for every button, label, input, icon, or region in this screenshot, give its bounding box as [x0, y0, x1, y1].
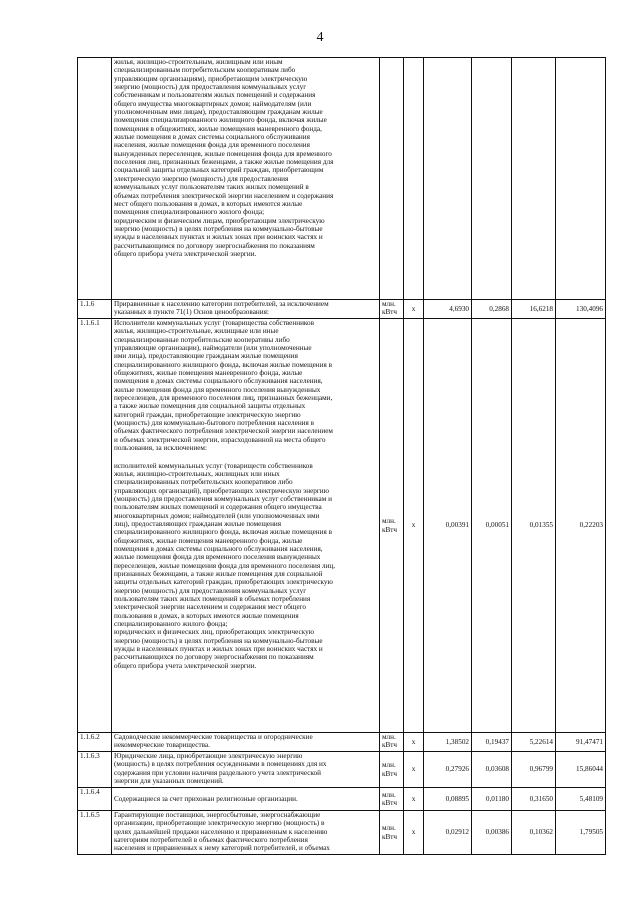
row-unit: млн. кВтч	[380, 733, 404, 752]
row-value-3: 0,10362	[512, 811, 556, 855]
row-code: 1.1.6	[78, 300, 112, 319]
row-value-4: 5,48109	[556, 788, 606, 811]
row-x: x	[404, 811, 424, 855]
table-row	[78, 811, 606, 855]
row-code: 1.1.6.4	[78, 788, 112, 811]
row-unit: млн. кВтч	[380, 752, 404, 788]
row-value-1: 4,6930	[424, 300, 472, 319]
row-value-4: 15,86044	[556, 752, 606, 788]
row-description: Садоводческие некоммерческие товарищества и огороднические некоммерческие товарищества.	[112, 733, 380, 752]
row-code	[78, 58, 112, 300]
row-value-1: 0,27926	[424, 752, 472, 788]
row-value-1: 1,38502	[424, 733, 472, 752]
row-code: 1.1.6.2	[78, 733, 112, 752]
row-unit: млн. кВтч	[380, 811, 404, 855]
row-description: Содержащиеся за счет прихожан религиозные организации.	[112, 788, 380, 811]
row-value-3: 0,01355	[512, 319, 556, 733]
table-row	[78, 300, 606, 319]
row-x: x	[404, 300, 424, 319]
row-value-4	[556, 58, 606, 300]
row-value-1: 0,00391	[424, 319, 472, 733]
row-value-3: 5,22614	[512, 733, 556, 752]
row-description: Исполнители коммунальных услуг (товарищества собственников жилья, жилищно-строительные, жилищные или иные специализированные потребительские кооперативы либо управляющие организации), наймодатели (или уполномоченные ими лица), предоставляющие гражданам жилые помещения специализированного жилищного фонда, включая жилые помещения в общежитиях, жилые помещения маневренного фонда, жилые помещения в домах системы социального обслуживания населения, жилые помещения фонда для временного поселения вынужденных переселенцев, для временного поселения лиц, признанных беженцами, а также жилые помещения для социальной защиты отдельных категорий граждан, приобретающие электрическую энергию (мощность) для коммунально-бытового потребления населения в объемах фактического потребления электрической энергии населением и объемах электрической энергии, израсходованной на места общего пользования, за исключением: исполнителей коммунальных услуг (товариществ собственников жилья, жилищно-строительных, жилищных или иных специализированных потребительских кооперативов либо управляющих организаций), приобретающих электрическую энергию (мощность) для предоставления коммунальных услуг собственникам и пользователям жилых помещений и содержания общего имущества многоквартирных домов; наймодателей (или уполномоченных ими лиц), предоставляющих гражданам жилые помещения специализированного жилищного фонда, включая жилые помещения в общежитиях, жилые помещения маневренного фонда, жилые помещения в домах системы социального обслуживания населения, жилые помещения фонда для временного поселения вынужденных переселенцев, жилые помещения фонда для временного поселения лиц, признанных беженцами, а также жилые помещения для социальной защиты отдельных категорий граждан, приобретающих электрическую энергию (мощность) для предоставления коммунальных услуг пользователям таких жилых помещений в объемах потребления электрической энергии населением и содержания мест общего пользования в домах, в которых имеются жилые помещения специализированного жилого фонда; юридических и физических лиц, приобретающих электрическую энергию (мощность) в целях потребления на коммунально-бытовые нужды в населенных пунктах и жилых зонах при воинских частях и рассчитывающихся по договору энергоснабжения по показаниям общего прибора учета электрической энергии.	[112, 319, 380, 733]
row-x	[404, 58, 424, 300]
row-value-1	[424, 58, 472, 300]
row-value-3	[512, 58, 556, 300]
row-value-3: 16,6218	[512, 300, 556, 319]
row-description: Приравненные к населению категории потребителей, за исключением указанных в пункте 71(1) Основ ценообразования:	[112, 300, 380, 319]
row-unit: млн. кВтч	[380, 319, 404, 733]
row-x: x	[404, 319, 424, 733]
row-value-2: 0,00051	[472, 319, 512, 733]
row-x: x	[404, 752, 424, 788]
row-unit: млн. кВтч	[380, 300, 404, 319]
row-value-2: 0,2868	[472, 300, 512, 319]
table-row	[78, 788, 606, 811]
row-value-4: 0,22203	[556, 319, 606, 733]
row-value-2: 0,19437	[472, 733, 512, 752]
tariff-table	[77, 57, 606, 855]
page-number: 4	[316, 30, 324, 45]
row-description: Гарантирующие поставщики, энергосбытовые, энергоснабжающие организации, приобретающие электрическую энергию (мощность) в целях дальнейшей продажи населению и приравненным к населению категориям потребителей в объемах фактического потребления населения и приравненных к нему категорий потребителей, и объемах	[112, 811, 380, 855]
row-value-4: 91,47471	[556, 733, 606, 752]
row-unit	[380, 58, 404, 300]
row-value-1: 0,02912	[424, 811, 472, 855]
table-row	[78, 733, 606, 752]
row-value-3: 0,96799	[512, 752, 556, 788]
row-value-2: 0,00386	[472, 811, 512, 855]
row-unit: млн. кВтч	[380, 788, 404, 811]
row-value-4: 1,79505	[556, 811, 606, 855]
row-code: 1.1.6.3	[78, 752, 112, 788]
row-description: Юридические лица, приобретающие электрическую энергию (мощность) в целях потребления осужденными в помещениях для их содержания при условии наличия раздельного учета электрической энергии для указанных помещений.	[112, 752, 380, 788]
row-code: 1.1.6.5	[78, 811, 112, 855]
row-value-3: 0,31650	[512, 788, 556, 811]
row-value-2	[472, 58, 512, 300]
row-x: x	[404, 733, 424, 752]
table-row	[78, 752, 606, 788]
row-code: 1.1.6.1	[78, 319, 112, 733]
row-value-2: 0,01180	[472, 788, 512, 811]
row-description: жилья, жилищно-строительным, жилищным или иным специализированным потребительским кооперативам либо управляющим организациям), приобретающим электрическую энергию (мощность) для предоставления коммунальных услуг собственникам и пользователям жилых помещений и содержания общего имущества многоквартирных домов; наймодателям (или уполномоченным ими лицам), предоставляющим гражданам жилые помещения специализированного жилищного фонда, включая жилые помещения в общежитиях, жилые помещения маневренного фонда, жилые помещения в домах системы социального обслуживания населения, жилые помещения фонда для временного поселения вынужденных переселенцев, жилые помещения фонда для временного поселения лиц, признанных беженцами, а также жилые помещения для социальной защиты отдельных категорий граждан, приобретающим электрическую энергию (мощность) для предоставления коммунальных услуг пользователям таких жилых помещений в объемах потребления электрической энергии населением и содержания мест общего пользования в домах, в которых имеются жилые помещения специализированного жилого фонда; юридическим и физическим лицам, приобретающим электрическую энергию (мощность) в целях потребления на коммунально-бытовые нужды в населенных пунктах и жилых зонах при воинских частях и рассчитывающимся по договору энергоснабжения по показаниям общего прибора учета электрической энергии.	[112, 58, 380, 300]
row-value-4: 130,4096	[556, 300, 606, 319]
row-value-2: 0,03608	[472, 752, 512, 788]
table-row	[78, 58, 606, 300]
row-value-1: 0,08895	[424, 788, 472, 811]
table-row	[78, 319, 606, 733]
row-x: x	[404, 788, 424, 811]
